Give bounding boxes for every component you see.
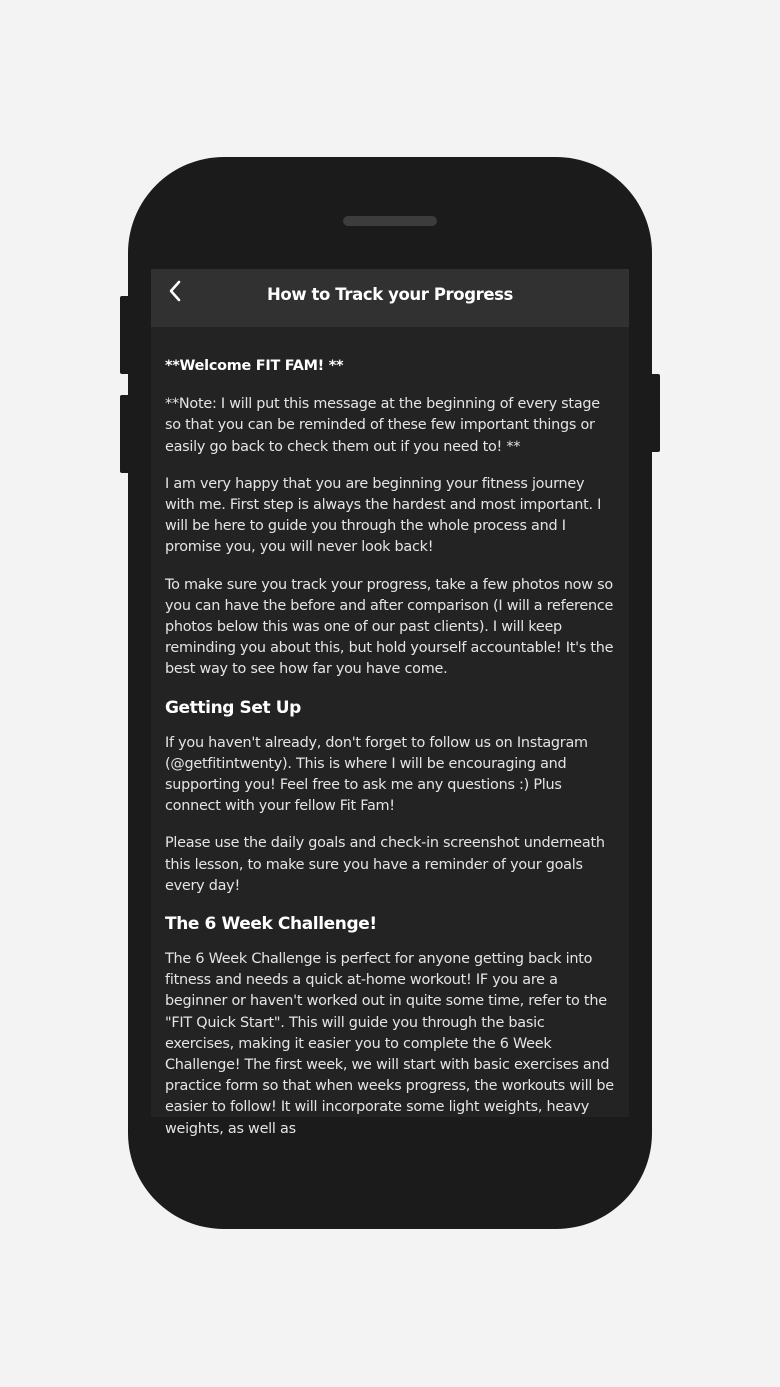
navigation-bar (151, 269, 629, 327)
progress-paragraph: To make sure you track your progress, take a few photos now so you can have the before and after comparison (I will a reference photos below this was one of our past clients). I will keep reminding you about this, but hold yourself accountable! It's the best way to see how far you have come. (165, 576, 614, 678)
challenge-paragraph: The 6 Week Challenge is perfect for anyone getting back into fitness and needs a quick at-home workout! IF you are a beginner or haven't worked out in quite some time, refer to the "FIT Quick Start". This will guide you through the basic exercises, making it easier you to complete the 6 Week Challenge! The first week, we will start with basic exercises and practice form so that when weeks progress, the workouts will be easier to follow! It will incorporate some light weights, heavy weights, as well as (165, 951, 614, 1137)
app-screen (151, 269, 629, 1137)
instagram-paragraph: If you haven't already, don't forget to follow us on Instagram (@getfitintwenty). This is where I will be encouraging and supporting you! Feel free to ask me any questions :) Plus connect with your fellow Fit Fam! (165, 734, 588, 815)
phone-speaker (343, 216, 437, 226)
note-paragraph: **Note: I will put this message at the beginning of every stage so that you can be reminded of these few important things or easily go back to check them out if you need to! ** (165, 396, 600, 455)
goals-paragraph: Please use the daily goals and check-in screenshot underneath this lesson, to make sure you have a reminder of your goals every day! (165, 835, 605, 894)
intro-paragraph: I am very happy that you are beginning your fitness journey with me. First step is always the hardest and most important. I will be here to guide you through the whole process and I promise you, you will never look back! (165, 475, 602, 556)
setup-heading: Getting Set Up (165, 697, 301, 718)
page-title: How to Track your Progress (267, 285, 513, 304)
lesson-content[interactable] (165, 356, 617, 1156)
welcome-text: **Welcome FIT FAM! ** (165, 358, 344, 374)
challenge-heading: The 6 Week Challenge! (165, 914, 377, 935)
